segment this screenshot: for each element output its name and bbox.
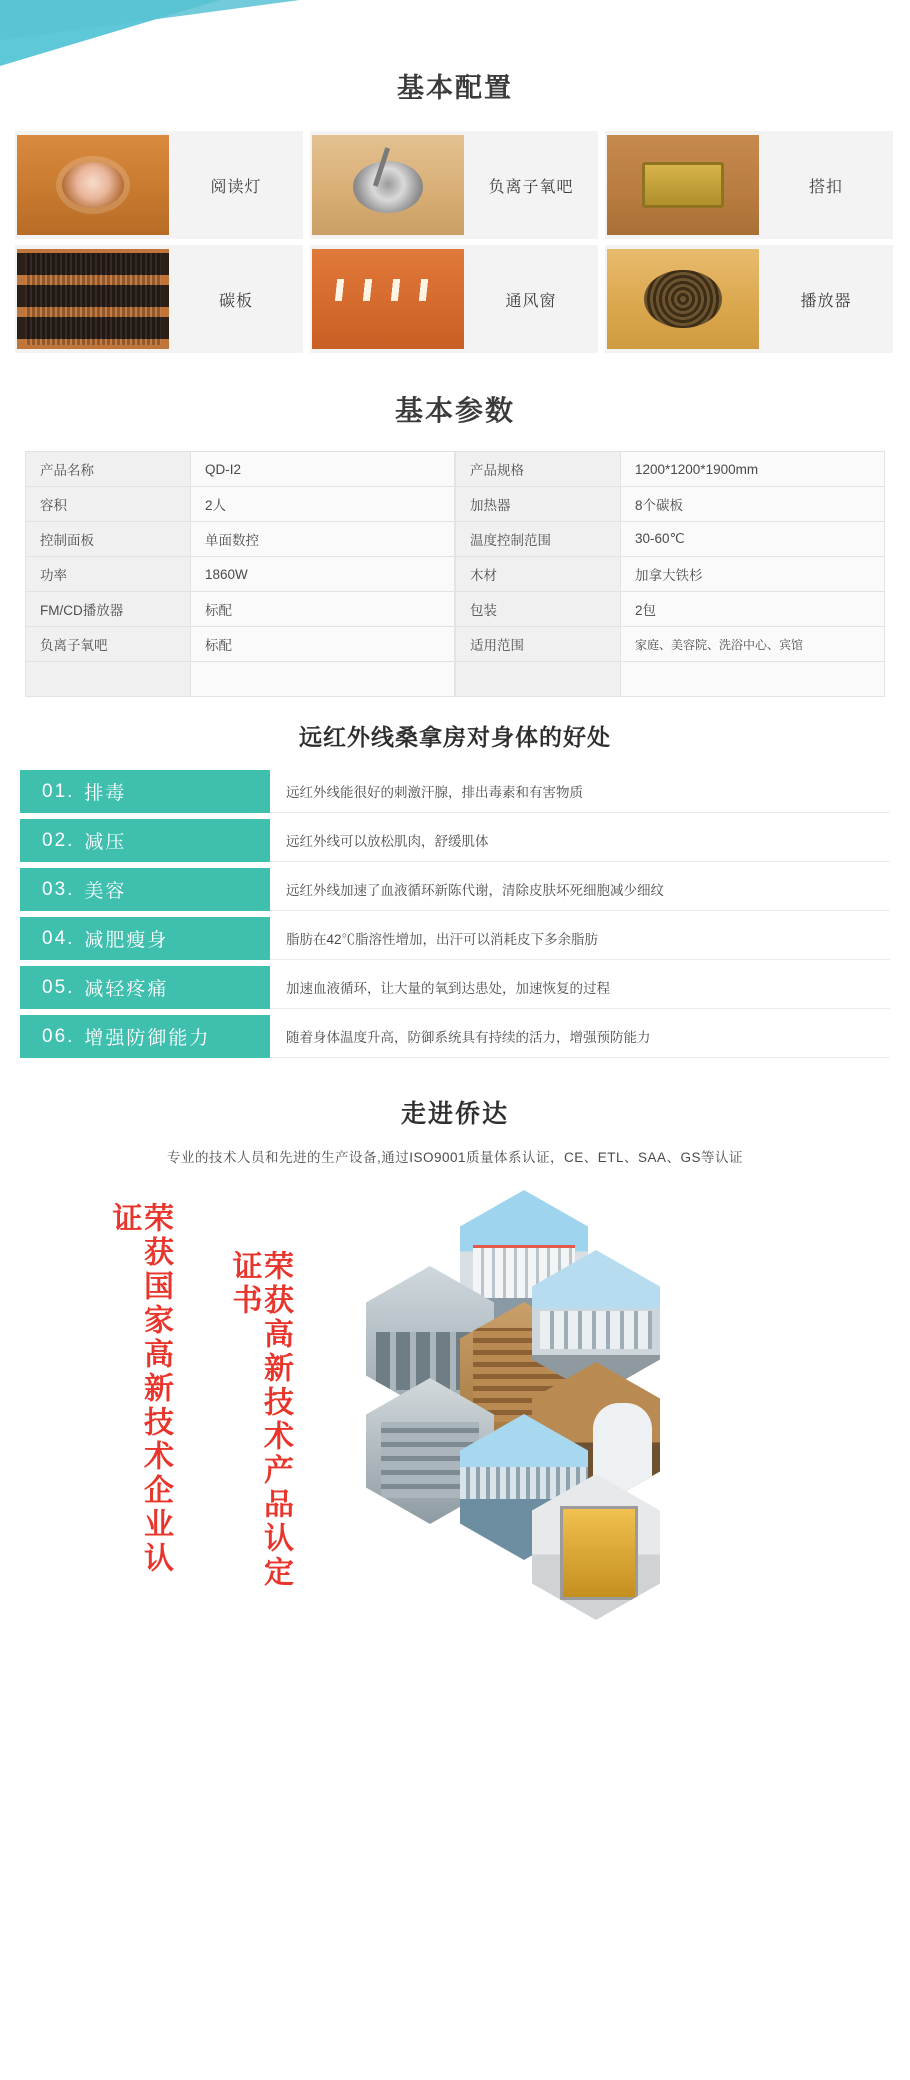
config-item-reading-lamp: [15, 131, 303, 239]
benefit-heading: [20, 770, 270, 813]
param-key: 包装: [456, 592, 621, 627]
param-value: 单面数控: [191, 522, 455, 557]
benefit-number: 01.: [42, 780, 75, 802]
param-key: 控制面板: [26, 522, 191, 557]
param-key: 温度控制范围: [456, 522, 621, 557]
param-key: 加热器: [456, 487, 621, 522]
param-value: 8个碳板: [621, 487, 885, 522]
param-key: 产品规格: [456, 452, 621, 487]
table-row: [26, 627, 455, 662]
benefit-description: 远红外线加速了血液循环新陈代谢，清除皮肤坏死细胞减少细纹: [270, 868, 890, 911]
config-item-label: 阅读灯: [210, 178, 262, 196]
table-row: [26, 487, 455, 522]
benefit-title: 减轻疼痛: [84, 979, 169, 1000]
config-item-latch: [605, 131, 893, 239]
config-item-ventilation-window: [310, 245, 598, 353]
corner-decoration: [0, 0, 300, 66]
benefit-item: [20, 917, 890, 960]
table-row: [456, 522, 885, 557]
benefit-item: [20, 1015, 890, 1058]
hexagon-photo-grid: [330, 1180, 630, 1600]
param-value: 加拿大铁杉: [621, 557, 885, 592]
table-row: [456, 627, 885, 662]
param-value: 家庭、美容院、洗浴中心、宾馆: [621, 627, 885, 662]
config-item-label: 播放器: [800, 292, 852, 310]
benefit-number: 06.: [42, 1025, 75, 1047]
param-value: 标配: [191, 627, 455, 662]
param-key: FM/CD播放器: [26, 592, 191, 627]
benefit-item: [20, 966, 890, 1009]
benefit-heading: [20, 868, 270, 911]
config-item-anion-oxygen-bar: [310, 131, 598, 239]
table-row: [26, 452, 455, 487]
config-item-label: 通风窗: [505, 292, 557, 310]
param-key: [456, 662, 621, 697]
table-row: [456, 592, 885, 627]
param-key: 适用范围: [456, 627, 621, 662]
params-table-right: [455, 451, 885, 697]
param-value: 2包: [621, 592, 885, 627]
section-title-basic-params: 基本参数: [394, 395, 515, 426]
benefit-heading: [20, 966, 270, 1009]
benefit-item: [20, 819, 890, 862]
reading-lamp-icon: [17, 135, 169, 235]
benefit-title: 减肥瘦身: [84, 930, 169, 951]
table-row: [456, 557, 885, 592]
benefit-description: 脂肪在42℃脂溶性增加，出汗可以消耗皮下多余脂肪: [270, 917, 890, 960]
benefit-description: 远红外线可以放松肌肉，舒缓肌体: [270, 819, 890, 862]
config-item-carbon-panel: [15, 245, 303, 353]
table-row: [26, 662, 455, 697]
param-key: 产品名称: [26, 452, 191, 487]
benefit-number: 05.: [42, 976, 75, 998]
benefit-title: 增强防御能力: [84, 1028, 211, 1049]
carbon-panel-icon: [17, 249, 169, 349]
benefit-number: 03.: [42, 878, 75, 900]
param-value: 30-60℃: [621, 522, 885, 557]
param-value: QD-I2: [191, 452, 455, 487]
table-row: [456, 662, 885, 697]
section-title-benefits: 远红外线桑拿房对身体的好处: [299, 724, 611, 750]
benefit-description: 远红外线能很好的刺激汗腺，排出毒素和有害物质: [270, 770, 890, 813]
param-key: 功率: [26, 557, 191, 592]
benefits-list: [20, 770, 890, 1058]
benefit-title: 减压: [84, 832, 127, 853]
param-value: 1200*1200*1900mm: [621, 452, 885, 487]
param-value: 2人: [191, 487, 455, 522]
section-title-basic-config: 基本配置: [397, 73, 513, 103]
benefit-description: 加速血液循环，让大量的氧到达患处，加速恢复的过程: [270, 966, 890, 1009]
param-key: 负离子氧吧: [26, 627, 191, 662]
param-value: 标配: [191, 592, 455, 627]
params-table-left: [25, 451, 455, 697]
param-key: 容积: [26, 487, 191, 522]
table-row: [26, 557, 455, 592]
benefit-title: 美容: [84, 881, 127, 902]
company-subtitle: 专业的技术人员和先进的生产设备,通过ISO9001质量体系认证，CE、ETL、SAA、GS等认证: [166, 1150, 744, 1165]
benefit-title: 排毒: [84, 783, 127, 804]
benefit-number: 02.: [42, 829, 75, 851]
certificate-text-left: 荣获国家高新技术企业认证: [107, 1202, 172, 1576]
config-item-label: 负离子氧吧: [488, 178, 574, 196]
table-row: [26, 522, 455, 557]
benefit-number: 04.: [42, 927, 75, 949]
certificate-text-right: 荣获高新技术产品认定证书: [227, 1250, 292, 1590]
config-item-label: 搭扣: [808, 178, 843, 196]
param-value: 1860W: [191, 557, 455, 592]
config-item-label: 碳板: [218, 292, 253, 310]
benefit-item: [20, 770, 890, 813]
table-row: [456, 487, 885, 522]
anion-oxygen-bar-icon: [312, 135, 464, 235]
param-key: 木材: [456, 557, 621, 592]
config-item-speaker: [605, 245, 893, 353]
latch-icon: [607, 135, 759, 235]
table-row: [26, 592, 455, 627]
param-value: [621, 662, 885, 697]
ventilation-window-icon: [312, 249, 464, 349]
table-row: [456, 452, 885, 487]
company-gallery: [0, 1180, 910, 1600]
param-value: [191, 662, 455, 697]
corner-triangle-dark: [0, 0, 300, 40]
benefit-heading: [20, 917, 270, 960]
param-key: [26, 662, 191, 697]
section-title-company: 走进侨达: [400, 1100, 509, 1128]
speaker-icon: [607, 249, 759, 349]
params-tables: [25, 451, 885, 697]
benefit-item: [20, 868, 890, 911]
benefit-heading: [20, 1015, 270, 1058]
benefit-heading: [20, 819, 270, 862]
benefit-description: 随着身体温度升高，防御系统具有持续的活力，增强预防能力: [270, 1015, 890, 1058]
config-grid: [15, 131, 895, 353]
